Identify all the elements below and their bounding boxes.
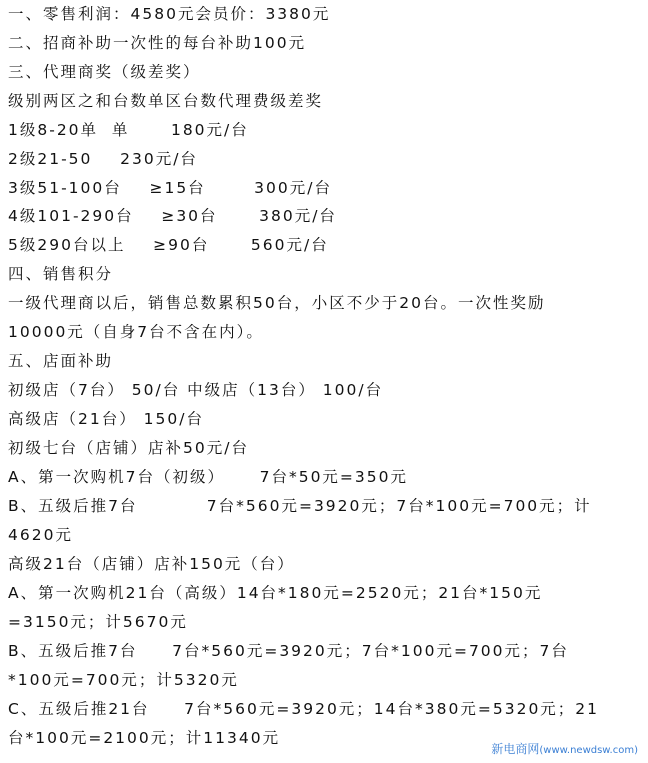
text-line: 高级店（21台） 150/台	[8, 410, 204, 428]
text-line: B、五级后推7台 7台*560元=3920元；7台*100元=700元；7台	[8, 642, 569, 660]
watermark-brand: 新电商网	[491, 742, 540, 756]
text-line: 五、店面补助	[8, 352, 114, 370]
text-line: 台*100元=2100元；计11340元	[8, 729, 281, 747]
text-line: 5级290台以上 ≥90台 560元/台	[8, 236, 329, 254]
text-line: 高级21台（店铺）店补150元（台）	[8, 555, 295, 573]
text-line: 一级代理商以后，销售总数累积50台，小区不少于20台。一次性奖励	[8, 294, 546, 312]
text-line: B、五级后推7台 7台*560元=3920元；7台*100元=700元；计	[8, 497, 592, 515]
text-line: 10000元（自身7台不含在内）。	[8, 323, 264, 341]
text-line: 二、招商补助一次性的每台补助100元	[8, 34, 307, 52]
text-line: *100元=700元；计5320元	[8, 671, 239, 689]
text-line: 2级21-50 230元/台	[8, 150, 198, 168]
text-line: 4级101-290台 ≥30台 380元/台	[8, 207, 337, 225]
text-line: 初级店（7台） 50/台 中级店（13台） 100/台	[8, 381, 384, 399]
text-line: 4620元	[8, 526, 73, 544]
text-line: 一、零售利润：4580元会员价：3380元	[8, 5, 331, 23]
text-line: 四、销售积分	[8, 265, 114, 283]
text-line: A、第一次购机21台（高级）14台*180元=2520元；21台*150元	[8, 584, 543, 602]
text-line: =3150元；计5670元	[8, 613, 188, 631]
text-line: A、第一次购机7台（初级） 7台*50元=350元	[8, 468, 409, 486]
site-watermark	[491, 740, 638, 757]
text-line: C、五级后推21台 7台*560元=3920元；14台*380元=5320元；21	[8, 700, 600, 718]
text-line: 1级8-20单 单 180元/台	[8, 121, 249, 139]
text-line: 三、代理商奖（级差奖）	[8, 63, 201, 81]
text-line: 级别两区之和台数单区台数代理费级差奖	[8, 92, 324, 110]
text-line: 3级51-100台 ≥15台 300元/台	[8, 179, 332, 197]
text-line: 初级七台（店铺）店补50元/台	[8, 439, 249, 457]
watermark-url: (www.newdsw.com)	[539, 745, 638, 756]
